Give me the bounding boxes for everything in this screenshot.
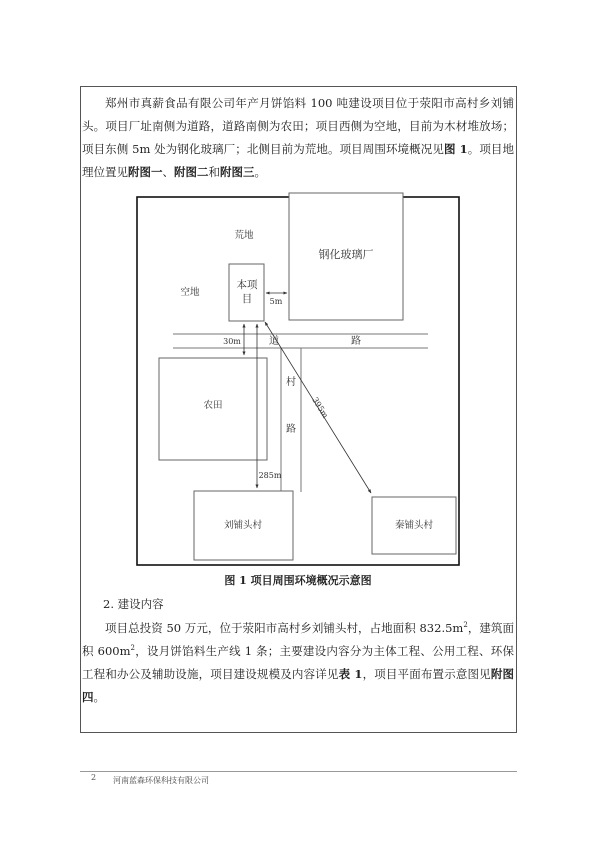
separator: 和 <box>208 165 220 179</box>
intro-text: 郑州市真薪食品有限公司年产月饼馅料 100 吨建设项目位于荥阳市高村乡刘铺头。项目厂址南侧为道路，道路南侧为农田；项目西侧为空地，目前为木材堆放场；项目东侧 5m 处为钢化玻璃厂；北侧目前为荒地。项目周围环境概况见 <box>82 96 514 156</box>
separator: 、 <box>162 165 174 179</box>
period: 。 <box>93 690 105 704</box>
label-farmland: 农田 <box>203 400 223 411</box>
construction-paragraph <box>82 617 514 709</box>
ref-attached-figure-4: 附图四 <box>82 667 515 704</box>
footer-rule <box>80 771 517 772</box>
label-project-line2: 目 <box>241 293 253 305</box>
label-5m: 5m <box>269 297 283 306</box>
construction-text-2: ，建筑面积 600m <box>82 621 514 658</box>
label-30m: 30m <box>223 337 241 346</box>
footer-company: 河南蓝森环保科技有限公司 <box>113 776 209 785</box>
label-qinpu-village: 秦铺头村 <box>394 520 434 531</box>
ref-attached-figure-2: 附图二 <box>174 165 209 179</box>
period: 。 <box>254 165 266 179</box>
ref-table-1: 表 1 <box>338 667 363 681</box>
label-glass-factory: 钢化玻璃厂 <box>318 248 374 261</box>
label-wasteland: 荒地 <box>234 230 254 241</box>
superscript-2: 2 <box>130 644 135 652</box>
label-liupu-village: 刘铺头村 <box>223 520 263 531</box>
construction-text-3: ，设月饼馅料生产线 1 条；主要建设内容分为主体工程、公用工程、环保工程和办公及辅助设施，项目建设规模及内容详见 <box>82 644 515 681</box>
figure-caption: 图 1 项目周围环境概况示意图 <box>224 574 372 587</box>
label-395m: 395m <box>310 395 330 420</box>
page-number: 2 <box>91 773 97 782</box>
superscript-2: 2 <box>463 621 468 629</box>
ref-attached-figure-1: 附图一 <box>128 165 163 179</box>
ref-attached-figure-3: 附图三 <box>220 165 255 179</box>
intro-text-2: 。项目地理位置见 <box>82 142 515 179</box>
label-285m: 285m <box>258 471 282 480</box>
label-village-road-1: 村 <box>286 377 296 388</box>
construction-text-4: ，项目平面布置示意图见 <box>362 667 491 681</box>
construction-text-1: 项目总投资 50 万元，位于荥阳市高村乡刘铺头村，占地面积 832.5m <box>105 621 464 635</box>
label-village-road-2: 路 <box>286 424 296 435</box>
label-road-2: 路 <box>351 336 361 347</box>
ref-figure-1: 图 1 <box>443 142 468 156</box>
section-heading: 2. 建设内容 <box>103 597 164 611</box>
label-road-1: 道 <box>269 336 279 347</box>
label-project-line1: 本项 <box>236 279 258 291</box>
label-open-land: 空地 <box>180 287 200 298</box>
